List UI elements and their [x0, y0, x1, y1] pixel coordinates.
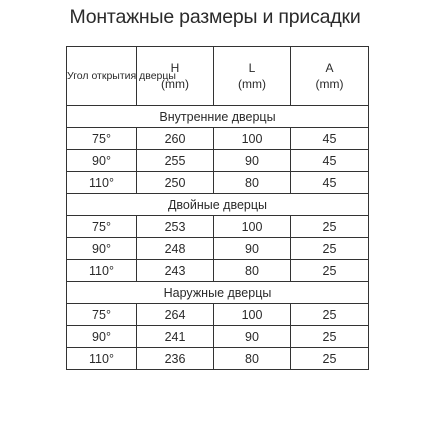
header-row	[67, 47, 369, 106]
cell-angle: 90°	[67, 238, 137, 260]
cell-angle: 110°	[67, 260, 137, 282]
header-l	[214, 47, 291, 106]
cell-l: 80	[214, 172, 291, 194]
group-title-double: Двойные дверцы	[67, 194, 369, 216]
cell-a: 25	[291, 326, 369, 348]
cell-a: 25	[291, 348, 369, 370]
cell-h: 243	[137, 260, 214, 282]
table-row	[67, 304, 369, 326]
cell-l: 100	[214, 216, 291, 238]
cell-a: 25	[291, 216, 369, 238]
cell-l: 90	[214, 238, 291, 260]
cell-l: 90	[214, 150, 291, 172]
header-a-name: A	[325, 61, 334, 75]
cell-a: 45	[291, 150, 369, 172]
page-title: Монтажные размеры и присадки	[69, 6, 361, 28]
cell-h: 253	[137, 216, 214, 238]
header-a	[291, 47, 369, 106]
group-row-double	[67, 194, 369, 216]
group-row-internal	[67, 106, 369, 128]
table-row	[67, 216, 369, 238]
header-h-name: H	[170, 61, 180, 75]
table-row	[67, 348, 369, 370]
cell-l: 90	[214, 326, 291, 348]
cell-a: 25	[291, 238, 369, 260]
cell-l: 80	[214, 348, 291, 370]
group-title-internal: Внутренние дверцы	[67, 106, 369, 128]
cell-a: 45	[291, 172, 369, 194]
header-h-unit: (mm)	[161, 77, 189, 91]
cell-angle: 110°	[67, 172, 137, 194]
cell-angle: 75°	[67, 216, 137, 238]
table-row	[67, 326, 369, 348]
table-row	[67, 238, 369, 260]
cell-h: 241	[137, 326, 214, 348]
cell-l: 100	[214, 128, 291, 150]
group-row-external	[67, 282, 369, 304]
cell-h: 248	[137, 238, 214, 260]
cell-angle: 75°	[67, 128, 137, 150]
cell-angle: 90°	[67, 150, 137, 172]
cell-h: 250	[137, 172, 214, 194]
mounting-dimensions-table	[66, 46, 369, 370]
cell-h: 236	[137, 348, 214, 370]
cell-a: 45	[291, 128, 369, 150]
cell-l: 100	[214, 304, 291, 326]
header-l-unit: (mm)	[238, 77, 266, 91]
table-row	[67, 128, 369, 150]
header-angle-label: Угол открытия дверцы	[67, 47, 137, 106]
cell-h: 260	[137, 128, 214, 150]
cell-angle: 75°	[67, 304, 137, 326]
header-l-name: L	[248, 61, 256, 75]
cell-a: 25	[291, 304, 369, 326]
cell-l: 80	[214, 260, 291, 282]
table-row	[67, 172, 369, 194]
header-a-unit: (mm)	[315, 77, 344, 91]
cell-a: 25	[291, 260, 369, 282]
cell-angle: 90°	[67, 326, 137, 348]
group-title-external: Наружные дверцы	[67, 282, 369, 304]
cell-h: 255	[137, 150, 214, 172]
table-row	[67, 260, 369, 282]
cell-angle: 110°	[67, 348, 137, 370]
table-row	[67, 150, 369, 172]
cell-h: 264	[137, 304, 214, 326]
